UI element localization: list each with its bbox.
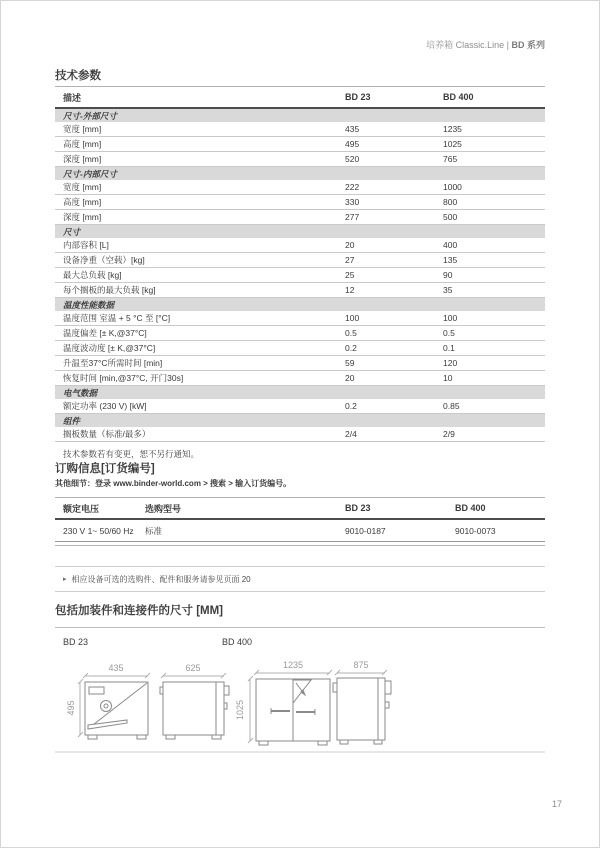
spec-value: 2/9	[443, 429, 455, 439]
spec-data-row	[55, 268, 545, 283]
spec-data-row	[55, 399, 545, 414]
spec-data-row	[55, 427, 545, 442]
spec-value: 765	[443, 154, 458, 164]
footnote-text: 相应设备可选的选购件、配件和服务请参见页面 20	[71, 574, 251, 584]
spec-data-row	[55, 238, 545, 253]
spec-value: 520	[345, 154, 360, 164]
spec-label: 宽度 [mm]	[63, 182, 102, 192]
tech-specs-header-row	[55, 87, 545, 109]
spec-value: 10	[443, 373, 453, 383]
spec-value: 59	[345, 358, 355, 368]
spec-value: 222	[345, 182, 360, 192]
spec-value: 20	[345, 240, 355, 250]
ordering-data-row	[55, 520, 545, 542]
spec-label: 深度 [mm]	[63, 212, 102, 222]
col-header-bd23: BD 23	[345, 503, 371, 513]
dim-bd400-width: 1235	[282, 660, 304, 670]
tech-specs-table	[55, 86, 545, 460]
spec-value: 35	[443, 285, 453, 295]
header-divider: |	[506, 40, 509, 50]
spec-value: 0.5	[443, 328, 455, 338]
spec-data-row	[55, 311, 545, 326]
spec-label: 温度波动度 [± K,@37°C]	[63, 343, 156, 353]
section-label: 尺寸	[63, 226, 81, 237]
ordering-title: 订购信息[订货编号]	[55, 463, 155, 475]
spec-value: 20	[345, 373, 355, 383]
spec-value: 2/4	[345, 429, 357, 439]
spec-section-row	[55, 167, 545, 180]
model-label-bd400: BD 400	[222, 637, 253, 647]
spec-label: 温度偏差 [± K,@37°C]	[63, 328, 147, 338]
spec-data-row	[55, 356, 545, 371]
col-header-bd23: BD 23	[345, 92, 371, 102]
spec-data-row	[55, 371, 545, 386]
spec-data-row	[55, 283, 545, 298]
ordering-table	[55, 497, 545, 546]
spec-data-row	[55, 253, 545, 268]
spec-value: 100	[345, 313, 360, 323]
col-header-bd400: BD 400	[443, 92, 474, 102]
ordering-cell: 9010-0073	[455, 525, 496, 536]
spec-data-row	[55, 326, 545, 341]
spec-label: 高度 [mm]	[63, 139, 102, 149]
dim-bd23-depth: 625	[185, 663, 201, 673]
ordering-header-row	[55, 498, 545, 520]
spec-value: 435	[345, 124, 360, 134]
spec-label: 宽度 [mm]	[63, 124, 102, 134]
technical-drawings	[55, 652, 545, 767]
spec-value: 120	[443, 358, 458, 368]
spec-section-row	[55, 109, 545, 122]
spec-section-row	[55, 386, 545, 399]
col-header-variant: 选购型号	[145, 503, 182, 514]
spec-section-row	[55, 298, 545, 311]
spec-label: 额定功率 (230 V) [kW]	[63, 401, 147, 411]
triangle-bullet-icon: ▸	[63, 576, 67, 583]
spec-value: 800	[443, 197, 458, 207]
dim-bd23-width: 435	[108, 663, 124, 673]
spec-label: 设备净重（空载）[kg]	[63, 255, 145, 265]
section-label: 组件	[63, 415, 81, 426]
spec-value: 0.2	[345, 401, 357, 411]
spec-value: 330	[345, 197, 360, 207]
spec-label: 内部容积 [L]	[63, 240, 109, 250]
spec-value: 0.5	[345, 328, 357, 338]
spec-value: 1235	[443, 124, 462, 134]
section-label: 电气数据	[63, 387, 98, 398]
ordering-cell: 标准	[145, 525, 163, 536]
spec-section-row	[55, 414, 545, 427]
header-product: 培养箱	[426, 40, 454, 50]
spec-label: 恢复时间 [min,@37°C, 开门30s]	[63, 373, 184, 383]
spec-data-row	[55, 137, 545, 152]
spec-value: 1000	[443, 182, 462, 192]
accessories-footnote	[55, 566, 545, 592]
spec-value: 0.85	[443, 401, 460, 411]
dimensions-title: 包括加装件和连接件的尺寸 [MM]	[55, 602, 545, 628]
spec-value: 277	[345, 212, 360, 222]
page-number: 17	[551, 799, 562, 809]
spec-label: 搁板数量（标准/最多）	[63, 429, 151, 439]
col-header-bd400: BD 400	[455, 503, 486, 513]
ordering-cell: 230 V 1~ 50/60 Hz	[63, 525, 134, 536]
spec-data-row	[55, 152, 545, 167]
spec-label: 每个搁板的最大负载 [kg]	[63, 285, 156, 295]
spec-value: 1025	[443, 139, 462, 149]
spec-value: 135	[443, 255, 458, 265]
spec-value: 25	[345, 270, 355, 280]
ordering-subtitle: 其他细节：登录 www.binder-world.com > 搜索 > 输入订货编号。	[55, 479, 292, 488]
spec-label: 深度 [mm]	[63, 154, 102, 164]
ordering-body	[55, 520, 545, 542]
spec-label: 温度范围 室温 + 5 °C 至 [°C]	[63, 313, 171, 323]
spec-value: 100	[443, 313, 458, 323]
spec-value: 0.1	[443, 343, 455, 353]
col-header-description: 描述	[63, 92, 82, 103]
spec-value: 12	[345, 285, 355, 295]
dim-bd400-depth: 875	[353, 660, 369, 670]
spec-section-row	[55, 225, 545, 238]
spec-data-row	[55, 195, 545, 210]
tech-specs-note: 技术参数若有变更，恕不另行通知。	[63, 449, 200, 459]
model-label-bd23: BD 23	[63, 637, 89, 647]
spec-value: 0.2	[345, 343, 357, 353]
spec-value: 400	[443, 240, 458, 250]
section-label: 温度性能数据	[63, 299, 115, 310]
section-label: 尺寸-内部尺寸	[63, 168, 117, 179]
spec-value: 90	[443, 270, 453, 280]
spec-data-row	[55, 122, 545, 137]
spec-data-row	[55, 210, 545, 225]
spec-data-row	[55, 180, 545, 195]
tech-specs-title: 技术参数	[55, 70, 101, 82]
spec-label: 升温至37°C所需时间 [min]	[63, 358, 163, 368]
spec-label: 高度 [mm]	[63, 197, 102, 207]
tech-specs-body	[55, 109, 545, 442]
spec-label: 最大总负载 [kg]	[63, 270, 122, 280]
dim-bd400-height: 1025	[235, 699, 245, 721]
spec-value: 27	[345, 255, 355, 265]
spec-value: 495	[345, 139, 360, 149]
running-header	[426, 38, 545, 51]
ordering-cell: 9010-0187	[345, 525, 386, 536]
header-series: BD 系列	[511, 40, 545, 50]
spec-value: 500	[443, 212, 458, 222]
section-label: 尺寸-外部尺寸	[63, 110, 117, 121]
dim-bd23-height: 495	[66, 700, 76, 716]
header-line: Classic.Line	[455, 40, 505, 50]
spec-data-row	[55, 341, 545, 356]
col-header-voltage: 额定电压	[63, 503, 100, 514]
